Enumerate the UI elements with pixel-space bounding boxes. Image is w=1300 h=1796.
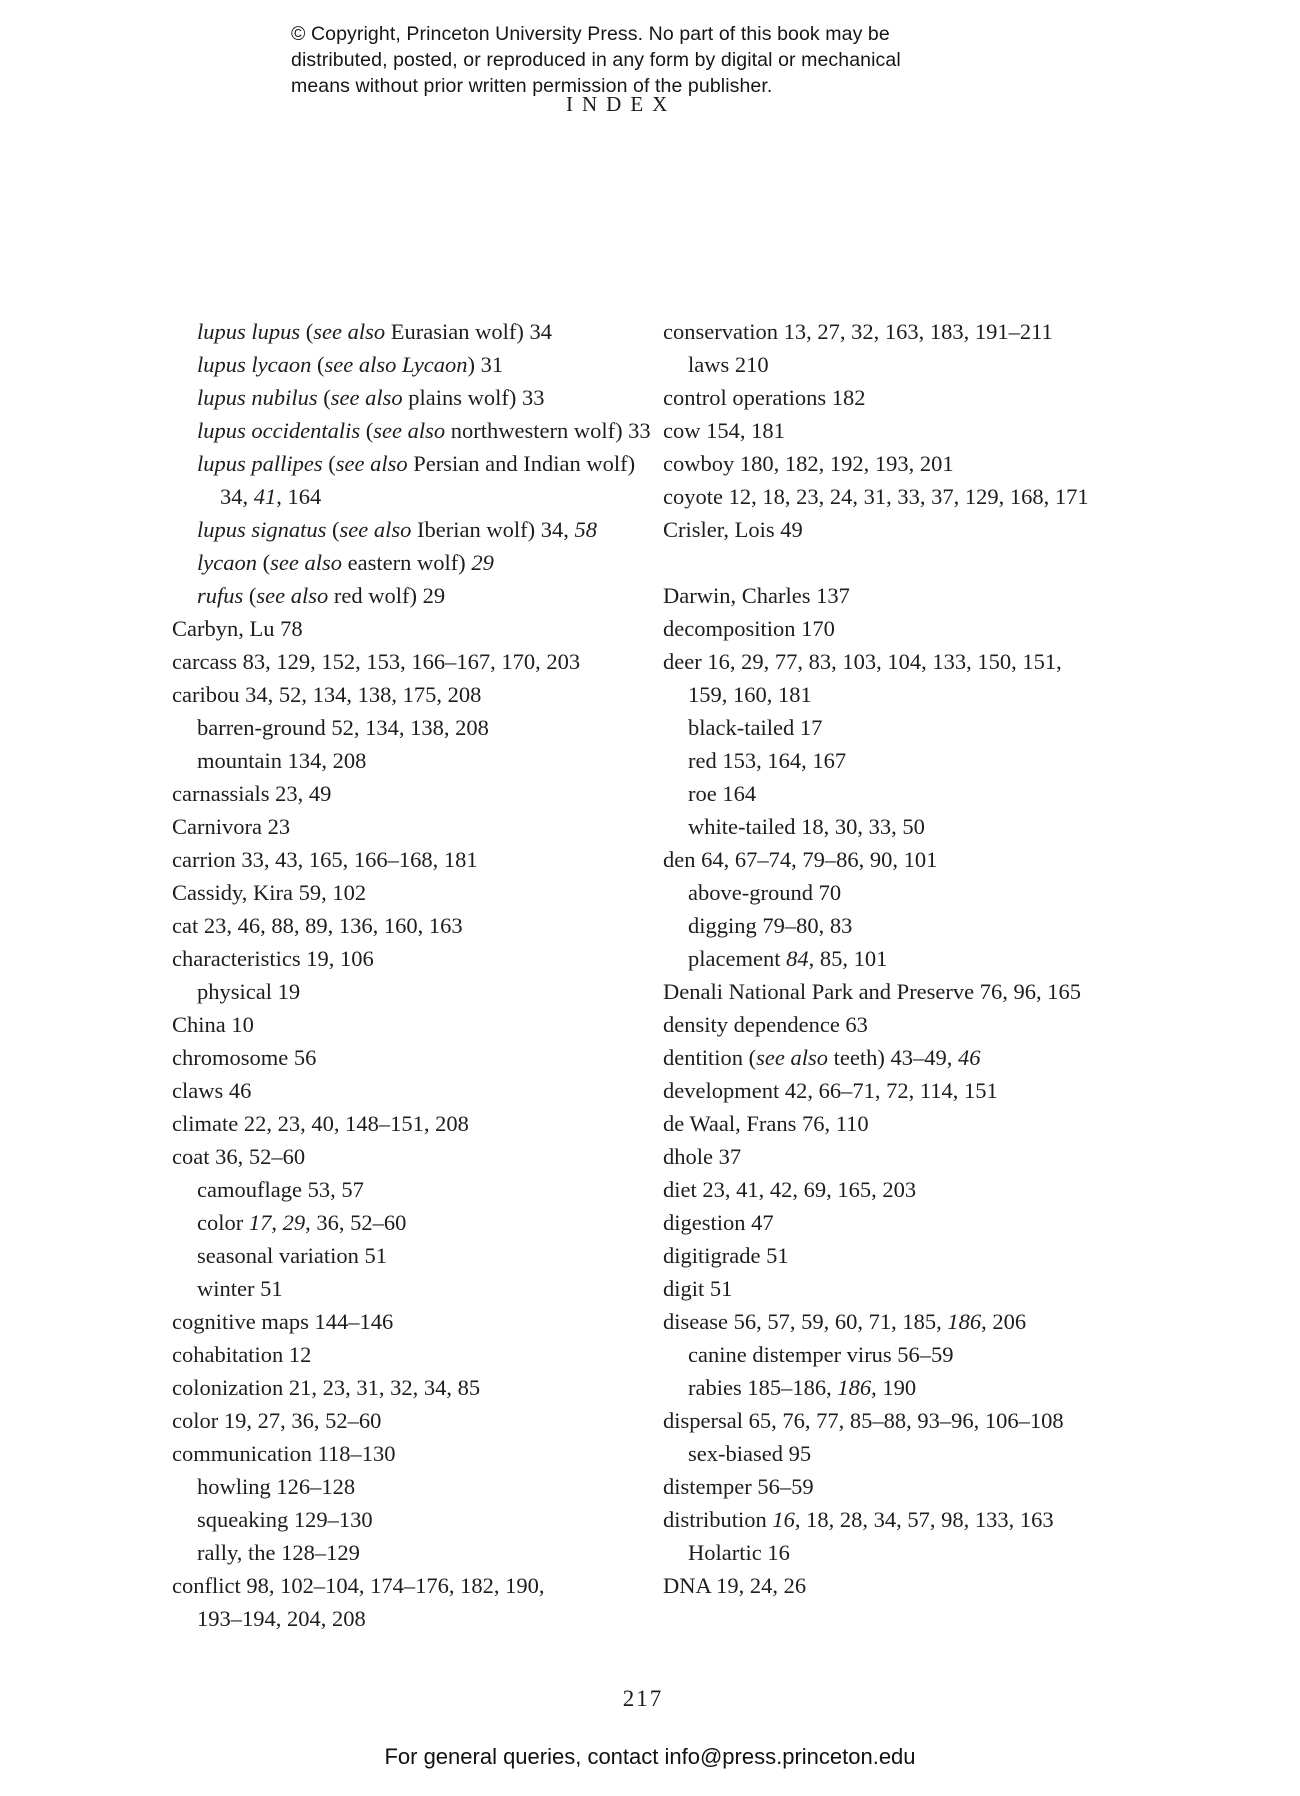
- index-entry-text: (: [316, 352, 325, 377]
- index-entry-text: (: [332, 517, 340, 542]
- index-entry-line: [172, 1569, 651, 1602]
- index-entry-text: , 36, 52–60: [305, 1210, 407, 1235]
- index-entry-line: [172, 414, 651, 447]
- index-entry-line: [172, 315, 651, 348]
- index-entry-line: [172, 1371, 651, 1404]
- index-entry-italic-text: lupus pallipes: [197, 451, 329, 476]
- index-entry-text: Persian and Indian wolf): [407, 451, 636, 476]
- index-entry-text: laws 210: [688, 352, 769, 377]
- index-entry-text: 193–194, 204, 208: [197, 1606, 366, 1631]
- index-entry-line: [172, 1239, 651, 1272]
- index-entry-text: Denali National Park and Preserve 76, 96, 165: [663, 979, 1082, 1004]
- index-entry-line: [172, 513, 651, 546]
- index-entry-line: [663, 777, 1089, 810]
- index-entry-text: , 85, 101: [808, 946, 888, 971]
- index-entry-line: [172, 1173, 651, 1206]
- index-entry-line: [172, 711, 651, 744]
- index-entry-line: [172, 1107, 651, 1140]
- index-entry-text: 159, 160, 181: [688, 682, 812, 707]
- index-entry-text: Holartic 16: [688, 1540, 790, 1565]
- index-entry-text: cat 23, 46, 88, 89, 136, 160, 163: [172, 913, 463, 938]
- index-entry-italic-text: see also: [256, 583, 329, 608]
- index-entry-line: [663, 711, 1089, 744]
- index-entry-line: [172, 1140, 651, 1173]
- copyright-line-2: distributed, posted, or reproduced in any form by digital or mechanical: [291, 49, 901, 71]
- index-entry-text: development 42, 66–71, 72, 114, 151: [663, 1078, 998, 1103]
- index-entry-line: [172, 1008, 651, 1041]
- page-title: INDEX: [566, 92, 677, 116]
- index-entry-text: winter 51: [197, 1276, 283, 1301]
- index-entry-line: [172, 1602, 651, 1635]
- index-entry-text: plains wolf) 33: [402, 385, 545, 410]
- index-entry-italic-text: see also: [335, 451, 408, 476]
- index-entry-italic-text: see also: [373, 418, 446, 443]
- index-entry-line: [663, 1074, 1089, 1107]
- index-entry-line: [663, 414, 1089, 447]
- index-entry-line: [663, 1503, 1089, 1536]
- index-entry-text: placement: [688, 946, 787, 971]
- index-entry-line: [663, 579, 1089, 612]
- index-entry-text: conflict 98, 102–104, 174–176, 182, 190,: [172, 1573, 545, 1598]
- contact-line: For general queries, contact info@press.princeton.edu: [384, 1744, 916, 1769]
- index-entry-line: [663, 843, 1089, 876]
- index-entry-line: [663, 1107, 1089, 1140]
- index-entry-line: [663, 810, 1089, 843]
- index-entry-line: [172, 1305, 651, 1338]
- index-entry-italic-text: rufus: [197, 583, 249, 608]
- index-entry-line: [172, 810, 651, 843]
- index-entry-line: [172, 1074, 651, 1107]
- index-entry-text: Cassidy, Kira 59, 102: [172, 880, 367, 905]
- index-entry-text: Iberian wolf) 34,: [411, 517, 575, 542]
- index-entry-line: [663, 1470, 1089, 1503]
- index-entry-italic-text: lupus lupus: [197, 319, 306, 344]
- copyright-line-1: © Copyright, Princeton University Press. No part of this book may be: [291, 23, 890, 45]
- index-entry-text: de Waal, Frans 76, 110: [663, 1111, 869, 1136]
- index-entry-text: cow 154, 181: [663, 418, 785, 443]
- index-entry-text: characteristics 19, 106: [172, 946, 374, 971]
- index-entry-italic-text: see also: [270, 550, 342, 575]
- index-entry-line: [663, 447, 1089, 480]
- index-entry-italic-text: 46: [957, 1045, 981, 1070]
- index-entry-text: mountain 134, 208: [197, 748, 367, 773]
- index-entry-line: [172, 1404, 651, 1437]
- index-entry-line: [663, 876, 1089, 909]
- index-entry-italic-text: 29: [471, 550, 494, 575]
- index-entry-italic-text: 29: [282, 1210, 306, 1235]
- index-entry-text: Darwin, Charles 137: [663, 583, 850, 608]
- index-entry-text: dispersal 65, 76, 77, 85–88, 93–96, 106–108: [663, 1408, 1064, 1433]
- index-entry-line: [663, 744, 1089, 777]
- index-entry-italic-text: lupus lycaon: [197, 352, 317, 377]
- index-entry-italic-text: 186: [947, 1309, 982, 1334]
- index-entry-text: rabies 185–186,: [688, 1375, 838, 1400]
- index-entry-text: northwestern wolf) 33: [445, 418, 651, 443]
- index-entry-line: [172, 1503, 651, 1536]
- index-entry-line: [663, 1140, 1089, 1173]
- index-entry-line: [663, 1536, 1089, 1569]
- index-entry-text: dhole 37: [663, 1144, 742, 1169]
- index-entry-line: [172, 1041, 651, 1074]
- index-entry-line: [172, 1272, 651, 1305]
- index-entry-line: [663, 1437, 1089, 1470]
- index-entry-line: [172, 348, 651, 381]
- index-entry-line: [663, 381, 1089, 414]
- index-entry-italic-text: see also: [339, 517, 412, 542]
- index-entry-line: [663, 1404, 1089, 1437]
- index-entry-line: [663, 1569, 1089, 1602]
- index-entry-text: decomposition 170: [663, 616, 835, 641]
- index-entry-italic-text: see also: [330, 385, 403, 410]
- index-entry-text: ) 31: [467, 352, 504, 377]
- index-entry-text: (: [262, 550, 271, 575]
- index-entry-text: camouflage 53, 57: [197, 1177, 364, 1202]
- index-entry-line: [663, 1008, 1089, 1041]
- index-entry-text: (: [365, 418, 374, 443]
- index-entry-italic-text: see also: [313, 319, 386, 344]
- index-entry-line: [663, 1173, 1089, 1206]
- index-entry-text: communication 118–130: [172, 1441, 396, 1466]
- index-entry-text: DNA 19, 24, 26: [663, 1573, 807, 1598]
- index-entry-line: [172, 744, 651, 777]
- index-entry-text: roe 164: [688, 781, 757, 806]
- page-number: 217: [622, 1686, 664, 1711]
- index-entry-italic-text: 186: [837, 1375, 872, 1400]
- index-entry-italic-text: 41: [253, 484, 277, 509]
- index-entry-text: , 164: [276, 484, 322, 509]
- index-entry-line: [172, 447, 651, 480]
- index-entry-line: [172, 612, 651, 645]
- index-entry-line: [172, 381, 651, 414]
- index-entry-text: Carbyn, Lu 78: [172, 616, 303, 641]
- index-entry-text: den 64, 67–74, 79–86, 90, 101: [663, 847, 938, 872]
- index-entry-text: color 19, 27, 36, 52–60: [172, 1408, 382, 1433]
- index-entry-text: control operations 182: [663, 385, 866, 410]
- index-entry-line: [172, 942, 651, 975]
- index-entry-text: cohabitation 12: [172, 1342, 312, 1367]
- index-entry-text: deer 16, 29, 77, 83, 103, 104, 133, 150, 151,: [663, 649, 1062, 674]
- index-entry-italic-text: lupus nubilus: [197, 385, 324, 410]
- index-entry-italic-text: 58: [574, 517, 597, 542]
- index-entry-text: cowboy 180, 182, 192, 193, 201: [663, 451, 954, 476]
- index-entry-text: (: [323, 385, 331, 410]
- index-entry-text: Crisler, Lois 49: [663, 517, 803, 542]
- index-entry-line: [172, 777, 651, 810]
- index-entry-text: red 153, 164, 167: [688, 748, 847, 773]
- index-entry-italic-text: see also Lycaon: [324, 352, 468, 377]
- index-entry-text: Eurasian wolf) 34: [385, 319, 552, 344]
- index-entry-text: disease 56, 57, 59, 60, 71, 185,: [663, 1309, 948, 1334]
- index-entry-text: climate 22, 23, 40, 148–151, 208: [172, 1111, 469, 1136]
- index-entry-text: sex-biased 95: [688, 1441, 812, 1466]
- index-entry-italic-text: 17: [248, 1210, 272, 1235]
- index-entry-line: [663, 612, 1089, 645]
- index-entry-text: white-tailed 18, 30, 33, 50: [688, 814, 925, 839]
- index-entry-line: [663, 315, 1089, 348]
- index-entry-text: color: [197, 1210, 249, 1235]
- index-entry-text: digit 51: [663, 1276, 733, 1301]
- index-entry-line: [663, 909, 1089, 942]
- index-entry-text: eastern wolf): [341, 550, 472, 575]
- index-entry-text: digitigrade 51: [663, 1243, 789, 1268]
- index-entry-line: [172, 1536, 651, 1569]
- index-entry-line: [663, 1272, 1089, 1305]
- index-entry-line: [172, 843, 651, 876]
- index-entry-text: conservation 13, 27, 32, 163, 183, 191–211: [663, 319, 1053, 344]
- index-entry-line: [663, 678, 1089, 711]
- index-entry-text: distribution: [663, 1507, 773, 1532]
- index-entry-text: density dependence 63: [663, 1012, 868, 1037]
- index-entry-italic-text: lycaon: [197, 550, 263, 575]
- index-entry-text: chromosome 56: [172, 1045, 317, 1070]
- index-entry-italic-text: see also: [756, 1045, 828, 1070]
- index-entry-line: [172, 1437, 651, 1470]
- index-entry-text: , 206: [981, 1309, 1027, 1334]
- index-entry-line: [172, 909, 651, 942]
- index-entry-line: [172, 480, 651, 513]
- index-entry-text: coat 36, 52–60: [172, 1144, 306, 1169]
- copyright-line-3: means without prior written permission of the publisher.: [291, 75, 773, 97]
- index-entry-text: barren-ground 52, 134, 138, 208: [197, 715, 489, 740]
- index-entry-text: carnassials 23, 49: [172, 781, 332, 806]
- index-entry-text: cognitive maps 144–146: [172, 1309, 394, 1334]
- index-entry-text: Carnivora 23: [172, 814, 291, 839]
- index-entry-text: (: [248, 583, 257, 608]
- index-entry-line: [172, 546, 651, 579]
- index-entry-text: ,: [271, 1210, 283, 1235]
- index-entry-text: (: [305, 319, 314, 344]
- index-entry-text: caribou 34, 52, 134, 138, 175, 208: [172, 682, 482, 707]
- index-entry-text: coyote 12, 18, 23, 24, 31, 33, 37, 129, 168, 171: [663, 484, 1089, 509]
- index-entry-line: [172, 645, 651, 678]
- index-entry-text: 34,: [220, 484, 254, 509]
- index-entry-text: dentition (: [663, 1045, 757, 1070]
- index-entry-line: [663, 1239, 1089, 1272]
- index-entry-line: [663, 975, 1089, 1008]
- index-entry-text: (: [328, 451, 336, 476]
- index-entry-text: black-tailed 17: [688, 715, 823, 740]
- index-entry-text: squeaking 129–130: [197, 1507, 373, 1532]
- index-entry-italic-text: 84: [786, 946, 809, 971]
- index-entry-line: [172, 975, 651, 1008]
- index-entry-line: [663, 348, 1089, 381]
- index-entry-line: [172, 1338, 651, 1371]
- index-entry-text: howling 126–128: [197, 1474, 356, 1499]
- index-entry-text: claws 46: [172, 1078, 252, 1103]
- index-entry-text: above-ground 70: [688, 880, 842, 905]
- index-entry-line: [663, 1206, 1089, 1239]
- index-right-column: [663, 315, 1089, 1602]
- index-left-column: [172, 315, 651, 1635]
- index-entry-text: seasonal variation 51: [197, 1243, 387, 1268]
- index-entry-text: China 10: [172, 1012, 254, 1037]
- index-entry-text: canine distemper virus 56–59: [688, 1342, 954, 1367]
- index-entry-line: [663, 513, 1089, 546]
- index-entry-italic-text: 16: [772, 1507, 795, 1532]
- index-entry-text: rally, the 128–129: [197, 1540, 360, 1565]
- index-blank-line: [663, 546, 1089, 579]
- index-entry-line: [663, 645, 1089, 678]
- index-entry-text: diet 23, 41, 42, 69, 165, 203: [663, 1177, 917, 1202]
- index-entry-text: colonization 21, 23, 31, 32, 34, 85: [172, 1375, 481, 1400]
- index-entry-text: , 190: [871, 1375, 917, 1400]
- index-entry-line: [172, 579, 651, 612]
- index-entry-italic-text: lupus signatus: [197, 517, 333, 542]
- index-entry-line: [663, 1305, 1089, 1338]
- index-entry-text: carcass 83, 129, 152, 153, 166–167, 170, 203: [172, 649, 581, 674]
- index-entry-text: digging 79–80, 83: [688, 913, 853, 938]
- index-entry-italic-text: lupus occidentalis: [197, 418, 366, 443]
- index-entry-text: digestion 47: [663, 1210, 774, 1235]
- index-entry-line: [663, 1338, 1089, 1371]
- index-entry-line: [663, 1041, 1089, 1074]
- index-entry-text: distemper 56–59: [663, 1474, 814, 1499]
- copyright-notice: [291, 21, 901, 99]
- index-entry-line: [172, 678, 651, 711]
- index-entry-text: teeth) 43–49,: [827, 1045, 958, 1070]
- index-entry-text: , 18, 28, 34, 57, 98, 133, 163: [794, 1507, 1054, 1532]
- index-entry-text: physical 19: [197, 979, 301, 1004]
- index-entry-line: [663, 942, 1089, 975]
- index-entry-text: red wolf) 29: [328, 583, 446, 608]
- index-entry-line: [663, 480, 1089, 513]
- index-entry-line: [172, 1470, 651, 1503]
- index-entry-text: carrion 33, 43, 165, 166–168, 181: [172, 847, 478, 872]
- index-entry-line: [663, 1371, 1089, 1404]
- index-entry-line: [172, 1206, 651, 1239]
- index-entry-line: [172, 876, 651, 909]
